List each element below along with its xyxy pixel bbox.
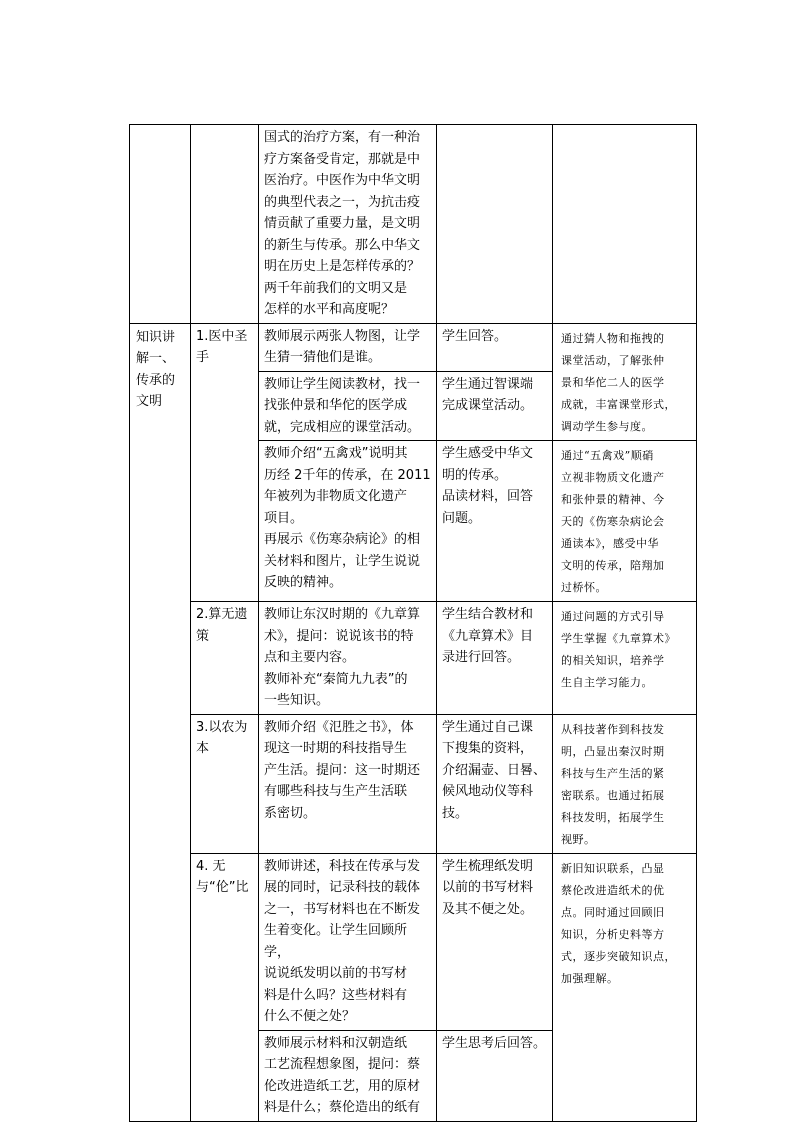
- lesson-plan-table: [129, 124, 697, 1122]
- text-line: 情贡献了重要力量，是文明: [264, 216, 421, 231]
- teacher-activity-cell: [259, 602, 437, 715]
- design-intent-cell: [553, 714, 697, 853]
- design-intent-cell: [553, 853, 697, 1121]
- text-line: 教师介绍《氾胜之书》，体: [264, 719, 414, 735]
- student-activity-cell: [437, 125, 553, 324]
- text-line: 文明的传承，陪翔加: [561, 559, 665, 572]
- text-line: 学生通过自己课: [442, 719, 534, 735]
- text-line: 两千年前我们的文明又是: [264, 280, 408, 296]
- text-line: 介绍漏壶、日晷、: [442, 762, 547, 778]
- text-line: 项目。: [264, 510, 304, 526]
- text-line: 年被列为非物质文化遗产: [264, 489, 408, 504]
- text-line: 历经 2千年的传承，在 2011: [264, 467, 431, 483]
- text-line: 的新生与传承。那么中华文: [264, 237, 421, 253]
- design-intent-cell: [553, 323, 697, 441]
- text-line: 科技发明，拓展学生: [561, 810, 665, 824]
- text-line: 生自主学习能力。: [561, 676, 653, 689]
- text-line: 教师展示材料和汉朝造纸: [264, 1035, 408, 1051]
- text-line: 以前的书写材料: [442, 880, 534, 895]
- text-line: 工艺流程想象图，提问：蔡: [264, 1057, 421, 1072]
- student-activity-cell: [437, 323, 553, 371]
- text-line: 反映的精神。: [264, 575, 343, 590]
- text-line: 之一，书写材料也在不断发: [264, 901, 421, 917]
- text-line: 录进行回答。: [442, 650, 521, 665]
- topic-cell: 4. 无 与“伦”比: [191, 853, 259, 1121]
- text-line: 国式的治疗方案，有一种治: [264, 130, 421, 145]
- text-line: 系密切。: [264, 805, 317, 821]
- text-line: 通读本》，感受中华: [561, 537, 659, 550]
- text-line: 点。同时通过回顾旧: [561, 905, 665, 919]
- topic-cell: 3.以农为本: [191, 714, 259, 853]
- text-line: 学生结合教材和: [442, 607, 534, 622]
- text-line: 加强理解。: [561, 971, 619, 985]
- text-line: 调动学生参与度。: [561, 419, 653, 433]
- topic-cell: 1.医中圣手: [191, 323, 259, 602]
- text-line: 及其不便之处。: [442, 901, 534, 917]
- teacher-activity-cell: [259, 853, 437, 1030]
- text-line: 的相关知识，培养学: [561, 654, 665, 667]
- topic-cell: 2.算无遗策: [191, 602, 259, 715]
- text-line: 技。: [442, 805, 469, 821]
- student-activity-cell: [437, 441, 553, 602]
- text-line: 一些知识。: [264, 693, 330, 708]
- text-line: 通过问题的方式引导: [561, 610, 665, 623]
- teacher-activity-cell: [259, 1030, 437, 1121]
- text-line: 式，逐步突破知识点，: [561, 949, 676, 963]
- text-line: 和张仲景的精神、今: [561, 493, 665, 506]
- text-line: 成就，丰富课堂形式，: [561, 397, 676, 411]
- text-line: 视野。: [561, 832, 596, 846]
- student-activity-cell: [437, 371, 553, 441]
- text-line: 伦改进造纸工艺，用的原材: [264, 1078, 421, 1094]
- table-row: [130, 602, 697, 715]
- text-line: 医治疗。中医作为中华文明: [264, 173, 421, 188]
- text-line: 明在历史上是怎样传承的？: [264, 259, 421, 274]
- text-line: 料是什么；蔡伦造出的纸有: [264, 1100, 421, 1115]
- text-line: 景和华佗二人的医学: [561, 375, 665, 389]
- text-line: 《九章算术》目: [442, 628, 534, 644]
- text-line: 立视非物质文化遗产: [561, 471, 665, 484]
- table-row: [130, 125, 697, 324]
- text-line: 天的《伤寒杂病论会: [561, 515, 665, 528]
- text-line: 从科技著作到科技发: [561, 722, 665, 736]
- text-line: 完成课堂活动。: [442, 398, 534, 413]
- text-line: 教师讲述，科技在传承与发: [264, 858, 421, 874]
- text-line: 找张仲景和华佗的医学成: [264, 398, 408, 413]
- text-line: 下搜集的资料，: [442, 741, 534, 756]
- text-line: 通过猜人物和拖拽的: [561, 331, 665, 345]
- text-line: 学生回答。: [442, 328, 508, 344]
- text-line: 学生梳理纸发明: [442, 858, 534, 874]
- table-row: [130, 853, 697, 1030]
- student-activity-cell: [437, 714, 553, 853]
- text-line: 学生掌握《九章算术》: [561, 632, 676, 645]
- text-line: 学生通过智课端: [442, 376, 534, 392]
- teacher-activity-cell: [259, 714, 437, 853]
- text-line: 课堂活动，了解张仲: [561, 353, 665, 367]
- text-line: 候风地动仪等科: [442, 784, 534, 799]
- text-line: 教师展示两张人物图，让学: [264, 328, 421, 344]
- text-line: 教师补充“秦简九九表”的: [264, 671, 408, 687]
- text-line: 知识，分析史料等方: [561, 927, 665, 941]
- text-line: 密联系。也通过拓展: [561, 788, 665, 802]
- student-activity-cell: [437, 853, 553, 1030]
- text-line: 怎样的水平和高度呢？: [264, 302, 395, 317]
- table-row: [130, 714, 697, 853]
- text-line: 教师让学生阅读教材，找一: [264, 376, 421, 392]
- text-line: 疗方案备受肯定，那就是中: [264, 151, 421, 167]
- text-line: 的典型代表之一，为抗击疫: [264, 194, 421, 210]
- design-intent-cell: [553, 441, 697, 602]
- text-line: 新旧知识联系，凸显: [561, 861, 665, 875]
- text-line: 关材料和图片，让学生说说: [264, 553, 421, 569]
- text-line: 生着变化。让学生回顾所学，: [264, 923, 408, 960]
- design-intent-cell: [553, 602, 697, 715]
- text-line: 明，凸显出秦汉时期: [561, 744, 665, 758]
- text-line: 明的传承。: [442, 467, 508, 483]
- text-line: 展的同时，记录科技的载体: [264, 880, 421, 895]
- text-line: 术》，提问：说说该书的特: [264, 628, 414, 644]
- section-cell: 知识讲解一、传承的文明: [130, 323, 191, 1121]
- design-intent-cell: [553, 125, 697, 324]
- text-line: 学生感受中华文: [442, 446, 534, 461]
- text-line: 产生活。提问：这一时期还: [264, 762, 421, 778]
- student-activity-cell: [437, 602, 553, 715]
- text-line: 蔡伦改进造纸术的优: [561, 883, 665, 897]
- teacher-activity-cell: [259, 125, 437, 324]
- text-line: 教师让东汉时期的《九章算: [264, 607, 421, 622]
- text-line: 教师介绍“五禽戏”说明其: [264, 446, 408, 461]
- text-line: 再展示《伤寒杂病论》的相: [264, 532, 421, 547]
- teacher-activity-cell: [259, 371, 437, 441]
- text-line: 料是什么吗？这些材料有: [264, 987, 408, 1003]
- text-line: 问题。: [442, 510, 482, 526]
- text-line: 就，完成相应的课堂活动。: [264, 419, 421, 435]
- text-line: 品读材料，回答: [442, 489, 534, 504]
- text-line: 学生思考后回答。: [442, 1035, 547, 1051]
- topic-cell: [191, 125, 259, 324]
- text-line: 说说纸发明以前的书写材: [264, 966, 408, 981]
- table-row: [130, 323, 697, 371]
- text-line: 有哪些科技与生产生活联: [264, 784, 408, 799]
- text-line: 什么不便之处？: [264, 1009, 356, 1024]
- teacher-activity-cell: [259, 323, 437, 371]
- text-line: 过桥怀。: [561, 581, 607, 594]
- text-line: 点和主要内容。: [264, 650, 356, 665]
- student-activity-cell: [437, 1030, 553, 1121]
- teacher-activity-cell: [259, 441, 437, 602]
- text-line: 科技与生产生活的紧: [561, 766, 665, 780]
- text-line: 通过“五禽戏”顺硝: [561, 449, 654, 462]
- section-cell: [130, 125, 191, 324]
- text-line: 现这一时期的科技指导生: [264, 741, 408, 756]
- text-line: 生猜一猜他们是谁。: [264, 350, 382, 365]
